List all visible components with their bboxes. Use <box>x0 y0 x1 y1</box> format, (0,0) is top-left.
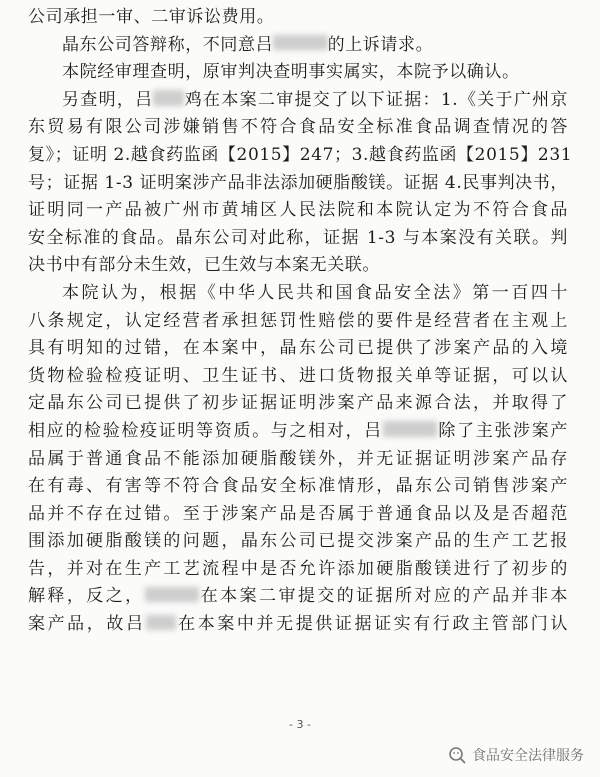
text-segment: 证明同一产品被广州市黄埔区人民法院和本院认定为不符合食品 <box>28 200 568 221</box>
text-segment: 品并不存在过错。至于涉案产品是否属于普通食品以及是否超范 <box>28 503 568 524</box>
text-line <box>28 59 568 87</box>
text-line <box>28 335 568 363</box>
wechat-search-icon <box>448 746 466 764</box>
text-line <box>28 501 568 529</box>
redacted-name <box>145 587 199 602</box>
redacted-name <box>146 615 177 630</box>
text-line <box>28 363 568 391</box>
redacted-name <box>153 90 184 105</box>
text-line <box>28 170 568 198</box>
text-segment: 品属于普通食品不能添加硬脂酸镁外，并无证据证明涉案产品存 <box>28 448 568 469</box>
text-segment: 在本案中并无提供证据证实有行政主管部门认 <box>176 614 568 635</box>
text-segment: 围添加硬脂酸镁的问题，晶东公司已提交涉案产品的生产工艺报 <box>28 531 568 552</box>
text-segment: 具有明知的过错，在本案中，晶东公司已提供了涉案产品的入境 <box>28 338 568 359</box>
watermark-text: 食品安全法律服务 <box>472 748 584 764</box>
text-segment: 鸡在本案二审提交了以下证据：1.《关于广州京 <box>184 89 569 110</box>
text-segment: 八条规定，认定经营者承担惩罚性赔偿的要件是经营者在主观上 <box>28 310 568 331</box>
text-line <box>28 225 568 253</box>
text-segment: 货物检验检疫证明、卫生证书、进口货物报关单等证据，可以认 <box>28 365 568 386</box>
text-line <box>28 252 568 280</box>
text-segment: 告，并对在生产工艺流程中是否允许添加硬脂酸镁进行了初步的 <box>28 558 568 579</box>
text-segment: 复》；证明 2.越食药监函【2015】247；3.越食药监函【2015】231 <box>28 144 573 165</box>
text-line <box>28 473 568 501</box>
watermark <box>448 744 584 766</box>
text-line <box>28 308 568 336</box>
text-line <box>28 390 568 418</box>
text-segment: 在本案二审提交的证据所对应的产品并非本 <box>198 586 568 607</box>
text-segment: 相应的检验检疫证明等资质。与之相对，吕 <box>28 420 383 441</box>
text-line <box>28 87 568 115</box>
text-line <box>28 4 568 32</box>
text-line <box>28 32 568 60</box>
text-line <box>28 280 568 308</box>
text-segment: 解释，反之， <box>28 586 145 607</box>
text-segment: 除了主张涉案产 <box>437 420 569 441</box>
document-body <box>28 4 573 639</box>
text-segment: 公司承担一审、二审诉讼费用。 <box>28 7 275 27</box>
text-line <box>28 142 573 170</box>
redacted-name <box>383 421 437 436</box>
text-line <box>28 197 568 225</box>
text-segment: 的上诉请求。 <box>327 34 434 55</box>
text-line <box>28 583 568 611</box>
text-line <box>28 446 568 474</box>
text-line <box>28 528 568 556</box>
page-number: - 3 - <box>289 718 311 731</box>
text-segment: 另查明，吕 <box>62 89 154 110</box>
text-line <box>28 556 568 584</box>
text-segment: 定晶东公司已提供了初步证据证明涉案产品来源合法，并取得了 <box>28 393 568 414</box>
text-segment: 案产品，故吕 <box>28 614 146 635</box>
text-segment: 本院经审理查明，原审判决查明事实属实，本院予以确认。 <box>62 62 520 83</box>
text-segment: 决书中有部分未生效，已生效与本案无关联。 <box>28 255 380 276</box>
text-segment: 号；证据 1-3 证明案涉产品非法添加硬脂酸镁。证据 4.民事判决书， <box>28 172 568 193</box>
text-segment: 安全标准的食品。晶东公司对此称，证据 1-3 与本案没有关联。判 <box>28 227 568 248</box>
text-segment: 东贸易有限公司涉嫌销售不符合食品安全标准食品调查情况的答 <box>28 117 568 138</box>
text-line <box>28 611 568 639</box>
text-segment: 本院认为，根据《中华人民共和国食品安全法》第一百四十 <box>62 282 568 303</box>
text-line <box>28 114 568 142</box>
text-segment: 在有毒、有害等不符合食品安全标准情形，晶东公司销售涉案产 <box>28 476 568 497</box>
text-segment: 晶东公司答辩称，不同意吕 <box>62 34 274 55</box>
text-line <box>28 418 568 446</box>
redacted-name <box>273 35 327 50</box>
